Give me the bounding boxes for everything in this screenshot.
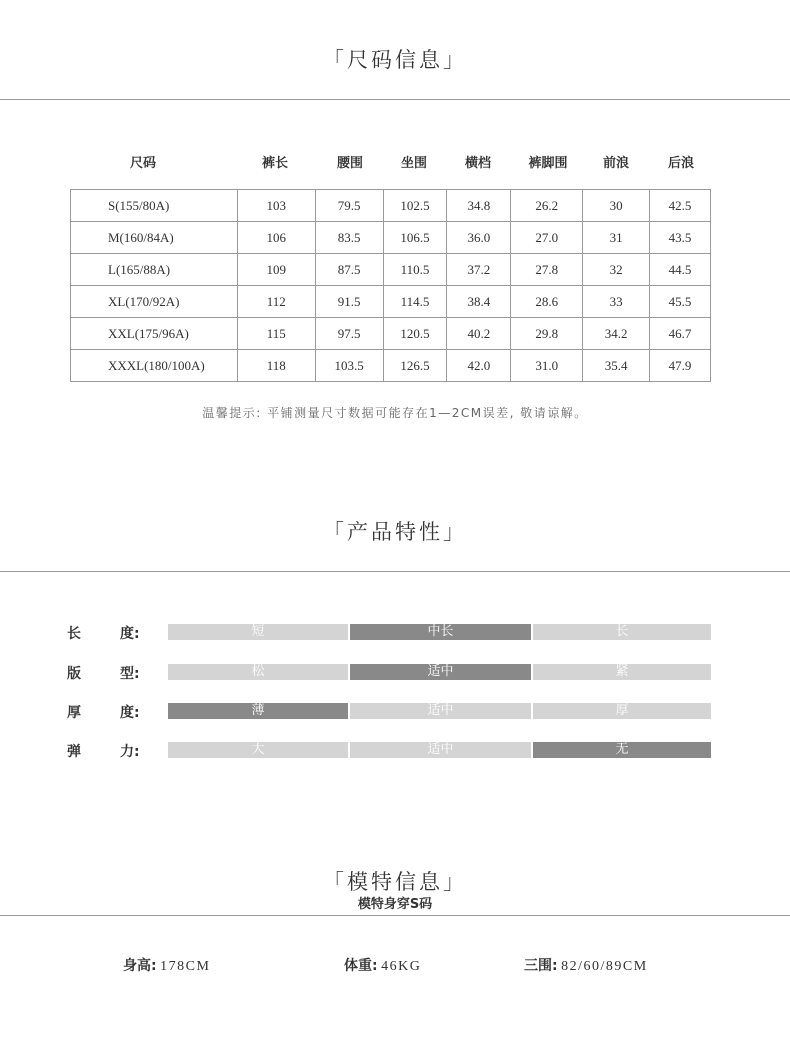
measurement-cell: 27.0	[511, 222, 583, 254]
header-thigh: 横档	[464, 156, 492, 171]
size-table	[70, 189, 711, 382]
measurement-cell: 79.5	[315, 190, 383, 222]
model-weight-value: 46KG	[381, 959, 422, 974]
model-height-value: 178CM	[160, 959, 211, 974]
table-row	[71, 350, 711, 382]
feature-label-suffix: 度:	[120, 626, 140, 642]
measurement-cell: 114.5	[383, 286, 447, 318]
measurement-cell: 42.5	[650, 190, 711, 222]
header-hip: 坐围	[400, 156, 428, 171]
feature-option: 适中	[350, 703, 531, 719]
measurement-note: 温馨提示: 平铺测量尺寸数据可能存在1—2CM误差, 敬请谅解。	[202, 406, 588, 420]
measurement-cell: 44.5	[650, 254, 711, 286]
size-section-title: 「尺码信息」	[323, 48, 467, 72]
measurement-cell: 26.2	[511, 190, 583, 222]
measurement-cell: 35.4	[583, 350, 650, 382]
measurement-cell: 32	[583, 254, 650, 286]
size-cell: M(160/84A)	[71, 222, 238, 254]
measurement-cell: 118	[237, 350, 315, 382]
measurement-cell: 91.5	[315, 286, 383, 318]
measurement-cell: 112	[237, 286, 315, 318]
model-measurements-label: 三围:	[524, 958, 558, 974]
measurement-cell: 106.5	[383, 222, 447, 254]
feature-section-title: 「产品特性」	[323, 520, 467, 544]
model-weight	[344, 955, 421, 975]
table-row	[71, 318, 711, 350]
header-size: 尺码	[129, 156, 157, 171]
measurement-cell: 30	[583, 190, 650, 222]
table-row	[71, 254, 711, 286]
size-cell: XXL(175/96A)	[71, 318, 238, 350]
measurement-cell: 36.0	[447, 222, 511, 254]
model-section-divider	[0, 915, 790, 916]
measurement-cell: 46.7	[650, 318, 711, 350]
measurement-cell: 43.5	[650, 222, 711, 254]
measurement-cell: 38.4	[447, 286, 511, 318]
size-cell: XL(170/92A)	[71, 286, 238, 318]
feature-option: 无	[533, 742, 711, 758]
measurement-cell: 31.0	[511, 350, 583, 382]
feature-option: 薄	[168, 703, 348, 719]
measurement-cell: 115	[237, 318, 315, 350]
table-row	[71, 286, 711, 318]
model-measurements	[524, 955, 648, 975]
feature-label-suffix: 型:	[120, 666, 140, 682]
measurement-cell: 126.5	[383, 350, 447, 382]
size-cell: XXXL(180/100A)	[71, 350, 238, 382]
feature-option: 紧	[533, 664, 711, 680]
measurement-cell: 29.8	[511, 318, 583, 350]
feature-option: 适中	[350, 742, 531, 758]
table-row	[71, 222, 711, 254]
feature-label-suffix: 力:	[120, 744, 140, 760]
feature-section-divider	[0, 571, 790, 572]
measurement-cell: 34.2	[583, 318, 650, 350]
measurement-cell: 87.5	[315, 254, 383, 286]
feature-label-suffix: 度:	[120, 705, 140, 721]
measurement-cell: 97.5	[315, 318, 383, 350]
feature-option: 长	[533, 624, 711, 640]
measurement-cell: 37.2	[447, 254, 511, 286]
measurement-cell: 83.5	[315, 222, 383, 254]
measurement-cell: 106	[237, 222, 315, 254]
model-height	[123, 955, 210, 975]
measurement-cell: 110.5	[383, 254, 447, 286]
header-front-rise: 前浪	[602, 156, 630, 171]
feature-option: 短	[168, 624, 348, 640]
measurement-cell: 45.5	[650, 286, 711, 318]
header-back-rise: 后浪	[667, 156, 695, 171]
model-subtitle: 模特身穿S码	[357, 897, 433, 912]
feature-option: 大	[168, 742, 348, 758]
measurement-cell: 103.5	[315, 350, 383, 382]
size-cell: S(155/80A)	[71, 190, 238, 222]
measurement-cell: 47.9	[650, 350, 711, 382]
feature-option: 适中	[350, 664, 531, 680]
model-weight-label: 体重:	[344, 958, 378, 974]
measurement-cell: 120.5	[383, 318, 447, 350]
feature-label-char: 版	[67, 666, 81, 682]
measurement-cell: 103	[237, 190, 315, 222]
measurement-cell: 109	[237, 254, 315, 286]
measurement-cell: 31	[583, 222, 650, 254]
header-waist: 腰围	[336, 156, 364, 171]
measurement-cell: 28.6	[511, 286, 583, 318]
measurement-cell: 34.8	[447, 190, 511, 222]
feature-option: 松	[168, 664, 348, 680]
measurement-cell: 33	[583, 286, 650, 318]
measurement-cell: 27.8	[511, 254, 583, 286]
measurement-cell: 102.5	[383, 190, 447, 222]
model-section-title: 「模特信息」	[323, 870, 467, 894]
header-length: 裤长	[261, 156, 289, 171]
feature-label-char: 弹	[67, 744, 81, 760]
table-row	[71, 190, 711, 222]
feature-option: 中长	[350, 624, 531, 640]
feature-label-char: 长	[67, 626, 81, 642]
model-measurements-value: 82/60/89CM	[561, 959, 648, 974]
model-height-label: 身高:	[123, 958, 157, 974]
size-section-divider	[0, 99, 790, 100]
header-hem: 裤脚围	[528, 156, 568, 171]
feature-option: 厚	[533, 703, 711, 719]
measurement-cell: 40.2	[447, 318, 511, 350]
feature-label-char: 厚	[67, 705, 81, 721]
measurement-cell: 42.0	[447, 350, 511, 382]
size-cell: L(165/88A)	[71, 254, 238, 286]
